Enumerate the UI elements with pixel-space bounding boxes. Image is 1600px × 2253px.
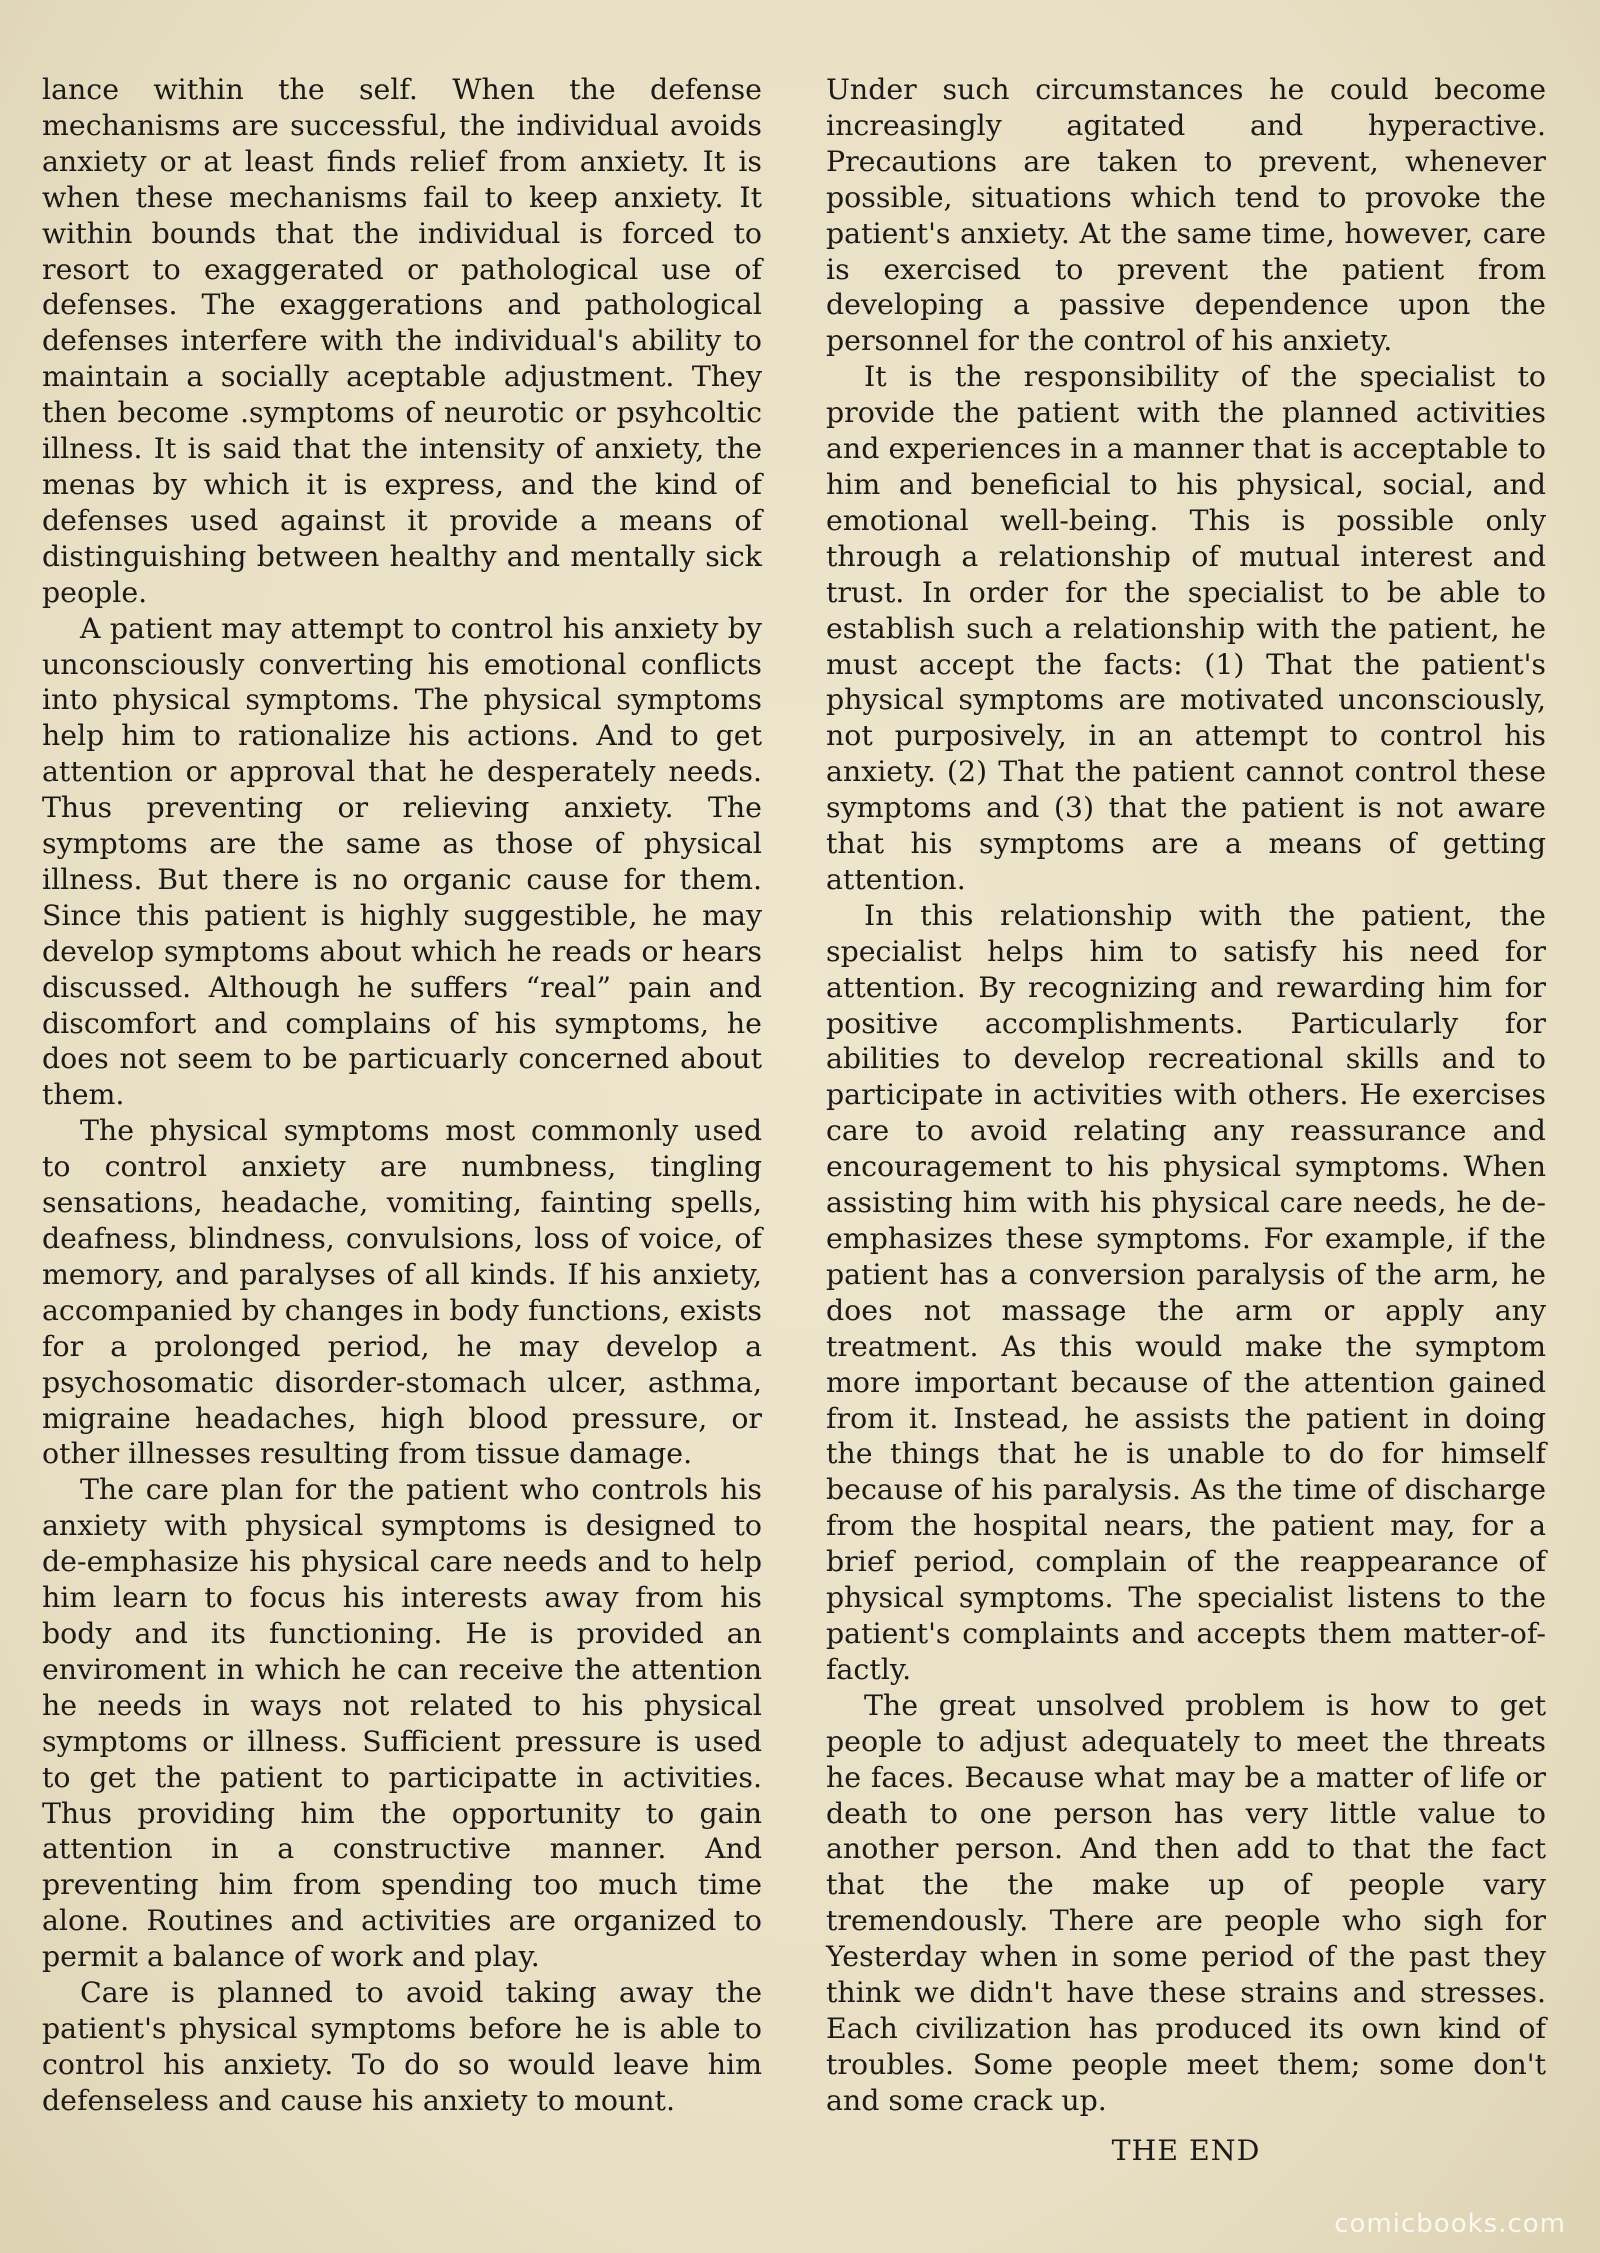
watermark: comicbooks.com <box>1334 2209 1566 2239</box>
the-end-label: THE END <box>1111 2133 1261 2167</box>
paragraph: In this relationship with the patient, the specialist helps him to satisfy his need for attention. By recognizing and rewarding him for positive accomplishments. Particularly for abilities to develop recreational skills and to participate in activities with others. He exercises care to avoid relating any reassurance and encouragement to his physical symptoms. When assisting him with his physical care needs, he de-emphasizes these symptoms. For example, if the patient has a conversion paralysis of the arm, he does not massage the arm or apply any treatment. As this would make the symptom more important because of the attention gained from it. Instead, he assists the patient in doing the things that he is unable to do for himself because of his paralysis. As the time of discharge from the hospital nears, the patient may, for a brief period, complain of the reappearance of physical symptoms. The specialist listens to the patient's complaints and accepts them matter-of-factly. <box>826 898 1546 1686</box>
right-column <box>826 72 1546 2169</box>
paragraph: A patient may attempt to control his anxiety by unconsciously converting his emotional conflicts into physical symptoms. The physical symptoms help him to rationalize his actions. And to get attention or approval that he desperately needs. Thus preventing or relieving anxiety. The symptoms are the same as those of physical illness. But there is no organic cause for them. Since this patient is highly suggestible, he may develop symptoms about which he reads or hears discussed. Although he suffers “real” pain and discomfort and complains of his symptoms, he does not seem to be particuarly concerned about them. <box>42 611 762 1112</box>
paragraph: It is the responsibility of the specialist to provide the patient with the planned activities and experiences in a manner that is acceptable to him and beneficial to his physical, social, and emotional well-being. This is possible only through a relationship of mutual interest and trust. In order for the specialist to be able to establish such a relationship with the patient, he must accept the facts: (1) That the patient's physical symptoms are motivated unconsciously, not purposively, in an attempt to control his anxiety. (2) That the patient cannot control these symptoms and (3) that the patient is not aware that his symptoms are a means of getting attention. <box>826 360 1546 896</box>
paragraph: lance within the self. When the defense mechanisms are successful, the individual avoids anxiety or at least finds relief from anxiety. It is when these mechanisms fail to keep anxiety. It within bounds that the individual is forced to resort to exaggerated or pathological use of defenses. The exaggerations and pathological defenses interfere with the individual's ability to maintain a socially aceptable adjustment. They then become .symptoms of neurotic or psyhcoltic illness. It is said that the intensity of anxiety, the menas by which it is express, and the kind of defenses used against it provide a means of distinguishing between healthy and mentally sick people. <box>42 73 762 609</box>
paragraph: The care plan for the patient who controls his anxiety with physical symptoms is designed to de-emphasize his physical care needs and to help him learn to focus his interests away from his body and its functioning. He is provided an enviroment in which he can receive the attention he needs in ways not related to his physical symptoms or illness. Sufficient pressure is used to get the patient to participatte in activities. Thus providing him the opportunity to gain attention in a constructive manner. And preventing him from spending too much time alone. Routines and activities are organized to permit a balance of work and play. <box>42 1473 762 1974</box>
left-column <box>42 72 762 2119</box>
paragraph: The great unsolved problem is how to get people to adjust adequately to meet the threats he faces. Because what may be a matter of life or death to one person has very little value to another person. And then add to that the fact that the the make up of people vary tremendously. There are people who sigh for Yesterday when in some period of the past they think we didn't have these strains and stresses. Each civilization has produced its own kind of troubles. Some people meet them; some don't and some crack up. <box>826 1688 1546 2117</box>
paragraph: The physical symptoms most commonly used to control anxiety are numbness, tingling sensations, headache, vomiting, fainting spells, deafness, blindness, convulsions, loss of voice, of memory, and paralyses of all kinds. If his anxiety, accompanied by changes in body functions, exists for a prolonged period, he may develop a psychosomatic disorder-stomach ulcer, asthma, migraine headaches, high blood pressure, or other illnesses resulting from tissue damage. <box>42 1114 762 1471</box>
paragraph: Care is planned to avoid taking away the patient's physical symptoms before he is able to control his anxiety. To do so would leave him defenseless and cause his anxiety to mount. <box>42 1976 762 2117</box>
paragraph: Under such circumstances he could become increasingly agitated and hyperactive. Precautions are taken to prevent, whenever possible, situations which tend to provoke the patient's anxiety. At the same time, however, care is exercised to prevent the patient from developing a passive dependence upon the personnel for the control of his anxiety. <box>826 73 1546 358</box>
